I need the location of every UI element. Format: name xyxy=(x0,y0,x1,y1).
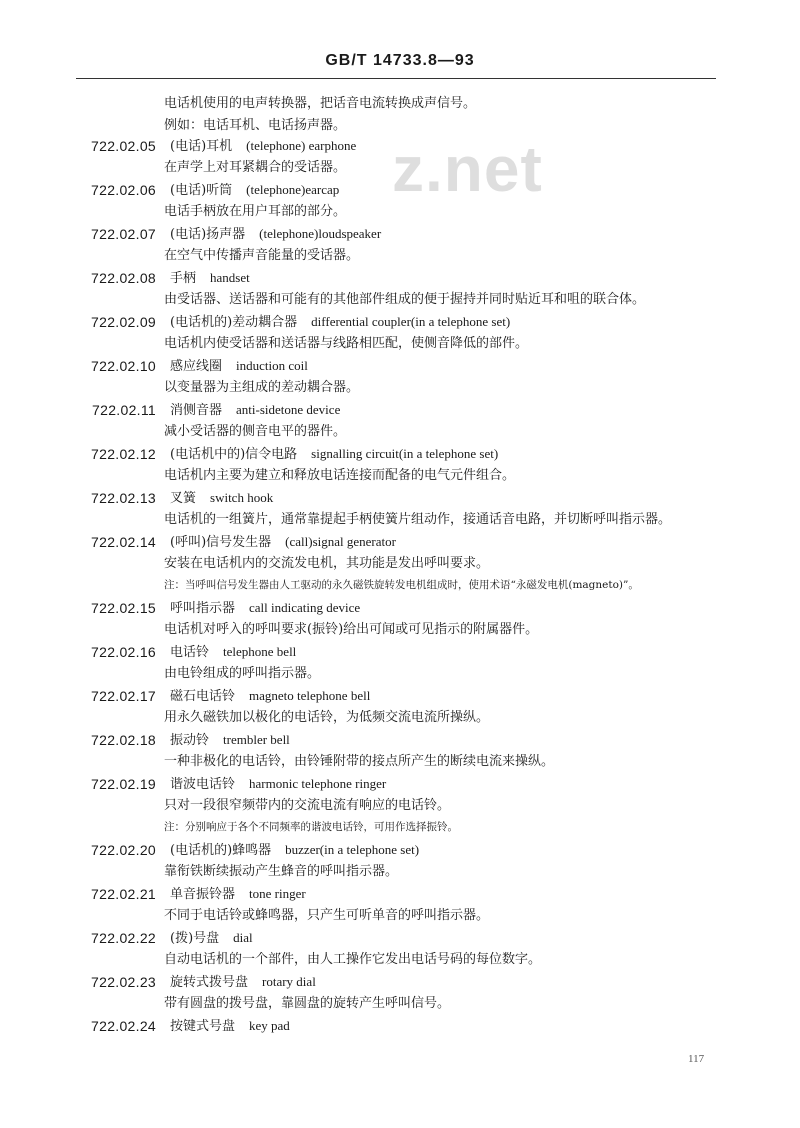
entry-definition: 一种非极化的电话铃，由铃锤附带的接点所产生的断续电流来操纵。 xyxy=(164,754,555,769)
entry-number: 722.02.24 xyxy=(91,1018,156,1034)
term-chinese: (电话)耳机 xyxy=(170,139,233,154)
term-chinese: 谐波电话铃 xyxy=(170,777,236,792)
term-english: buzzer(in a telephone set) xyxy=(285,842,420,857)
entry-number: 722.02.15 xyxy=(91,600,156,616)
term-english: dial xyxy=(233,930,253,945)
entry-number: 722.02.19 xyxy=(91,776,156,792)
term-chinese: 消侧音器 xyxy=(170,403,223,418)
entry-definition: 不同于电话铃或蜂鸣器，只产生可听单音的呼叫指示器。 xyxy=(164,908,490,923)
entry-number: 722.02.12 xyxy=(91,446,156,462)
term-chinese: 呼叫指示器 xyxy=(170,601,236,616)
term-english: anti-sidetone device xyxy=(236,402,341,417)
entry-term xyxy=(170,490,273,507)
term-english: (call)signal generator xyxy=(285,534,396,549)
term-chinese: 手柄 xyxy=(170,271,197,286)
entry-definition: 电话机内主要为建立和释放电话连接而配备的电气元件组合。 xyxy=(164,468,516,483)
entry-number: 722.02.09 xyxy=(91,314,156,330)
term-english: handset xyxy=(210,270,250,285)
entry-definition: 电话机内使受话器和送话器与线路相匹配，使侧音降低的部件。 xyxy=(164,336,529,351)
term-chinese: (电话机的)蜂鸣器 xyxy=(170,843,272,858)
entry-term xyxy=(170,842,419,859)
entry-definition: 由受话器、送话器和可能有的其他部件组成的便于握持并同时贴近耳和咀的联合体。 xyxy=(164,292,646,307)
term-english: differential coupler(in a telephone set) xyxy=(311,314,511,329)
entry-term xyxy=(170,600,360,617)
term-english: (telephone)loudspeaker xyxy=(259,226,382,241)
term-chinese: 感应线圈 xyxy=(170,359,223,374)
entry-definition: 自动电话机的一个部件，由人工操作它发出电话号码的每位数字。 xyxy=(164,952,542,967)
entry-term xyxy=(170,930,253,947)
term-chinese: (呼叫)信号发生器 xyxy=(170,535,272,550)
term-english: rotary dial xyxy=(262,974,316,989)
entry-definition: 用永久磁铁加以极化的电话铃，为低频交流电流所操纵。 xyxy=(164,710,490,725)
page-number: 117 xyxy=(688,1053,705,1065)
term-english: telephone bell xyxy=(223,644,297,659)
intro-line: 例如：电话耳机、电话扬声器。 xyxy=(164,118,347,133)
entry-number: 722.02.17 xyxy=(91,688,156,704)
entry-note: 注：当呼叫信号发生器由人工驱动的永久磁铁旋转发电机组成时，使用术语“永磁发电机(magneto)”。 xyxy=(164,579,639,591)
term-chinese: 按键式号盘 xyxy=(170,1019,236,1034)
entry-term xyxy=(170,534,396,551)
entry-number: 722.02.23 xyxy=(91,974,156,990)
entry-term xyxy=(170,446,498,463)
entry-term xyxy=(170,314,510,331)
entry-term xyxy=(170,644,296,661)
term-english: magneto telephone bell xyxy=(249,688,371,703)
term-chinese: 单音振铃器 xyxy=(170,887,236,902)
entry-term xyxy=(170,886,306,903)
term-english: trembler bell xyxy=(223,732,290,747)
term-english: call indicating device xyxy=(249,600,361,615)
term-chinese: (电话机中的)信令电路 xyxy=(170,447,298,462)
term-english: (telephone) earphone xyxy=(246,138,357,153)
entry-definition: 以变量器为主组成的差动耦合器。 xyxy=(164,380,360,395)
entry-number: 722.02.14 xyxy=(91,534,156,550)
entry-definition: 电话机的一组簧片，通常靠提起手柄使簧片组动作，接通话音电路，并切断呼叫指示器。 xyxy=(164,512,672,527)
entry-number: 722.02.08 xyxy=(91,270,156,286)
entry-term xyxy=(170,138,356,155)
entry-definition: 由电铃组成的呼叫指示器。 xyxy=(164,666,321,681)
entry-number: 722.02.13 xyxy=(91,490,156,506)
entry-number: 722.02.21 xyxy=(91,886,156,902)
entry-term xyxy=(170,226,381,243)
entry-definition: 只对一段很窄频带内的交流电流有响应的电话铃。 xyxy=(164,798,451,813)
entry-term xyxy=(170,358,308,375)
entry-definition: 带有圆盘的拨号盘，靠圆盘的旋转产生呼叫信号。 xyxy=(164,996,451,1011)
entry-number: 722.02.20 xyxy=(91,842,156,858)
entry-term xyxy=(170,776,386,793)
term-english: switch hook xyxy=(210,490,274,505)
entry-definition: 安装在电话机内的交流发电机，其功能是发出呼叫要求。 xyxy=(164,556,490,571)
term-english: harmonic telephone ringer xyxy=(249,776,387,791)
entry-term xyxy=(170,182,339,199)
entry-term xyxy=(170,270,250,287)
entry-number: 722.02.05 xyxy=(91,138,156,154)
term-chinese: 振动铃 xyxy=(170,733,210,748)
entry-term xyxy=(170,974,316,991)
term-english: key pad xyxy=(249,1018,290,1033)
term-chinese: (电话机的)差动耦合器 xyxy=(170,315,298,330)
entry-term xyxy=(170,732,290,749)
term-english: induction coil xyxy=(236,358,308,373)
term-chinese: 电话铃 xyxy=(170,645,210,660)
header-divider xyxy=(76,78,716,79)
term-english: signalling circuit(in a telephone set) xyxy=(311,446,499,461)
standard-code-header: GB/T 14733.8—93 xyxy=(325,52,475,69)
entry-term xyxy=(170,688,370,705)
entry-number: 722.02.10 xyxy=(91,358,156,374)
entry-definition: 在声学上对耳紧耦合的受话器。 xyxy=(164,160,347,175)
intro-line: 电话机使用的电声转换器，把话音电流转换成声信号。 xyxy=(164,96,477,111)
term-chinese: 磁石电话铃 xyxy=(170,689,236,704)
entry-note: 注：分别响应于各个不同频率的谐波电话铃，可用作选择振铃。 xyxy=(164,821,458,833)
entry-term xyxy=(170,402,340,419)
entry-number: 722.02.16 xyxy=(91,644,156,660)
term-chinese: 旋转式拨号盘 xyxy=(170,975,249,990)
entry-number: 722.02.22 xyxy=(91,930,156,946)
term-english: (telephone)earcap xyxy=(246,182,340,197)
term-english: tone ringer xyxy=(249,886,306,901)
entry-definition: 靠衔铁断续振动产生蜂音的呼叫指示器。 xyxy=(164,864,399,879)
entry-definition: 减小受话器的侧音电平的器件。 xyxy=(164,424,347,439)
entry-number: 722.02.18 xyxy=(91,732,156,748)
entry-term xyxy=(170,1018,290,1035)
entry-number: 722.02.07 xyxy=(91,226,156,242)
entry-number: 722.02.11 xyxy=(92,402,156,418)
term-chinese: 叉簧 xyxy=(170,491,197,506)
entry-definition: 在空气中传播声音能量的受话器。 xyxy=(164,248,360,263)
entry-number: 722.02.06 xyxy=(91,182,156,198)
term-chinese: (电话)扬声器 xyxy=(170,227,246,242)
watermark: z.net xyxy=(392,133,543,205)
term-chinese: (拨)号盘 xyxy=(170,931,220,946)
entry-definition: 电话手柄放在用户耳部的部分。 xyxy=(164,204,347,219)
term-chinese: (电话)听筒 xyxy=(170,183,233,198)
entry-definition: 电话机对呼入的呼叫要求(振铃)给出可闻或可见指示的附属器件。 xyxy=(164,622,539,637)
